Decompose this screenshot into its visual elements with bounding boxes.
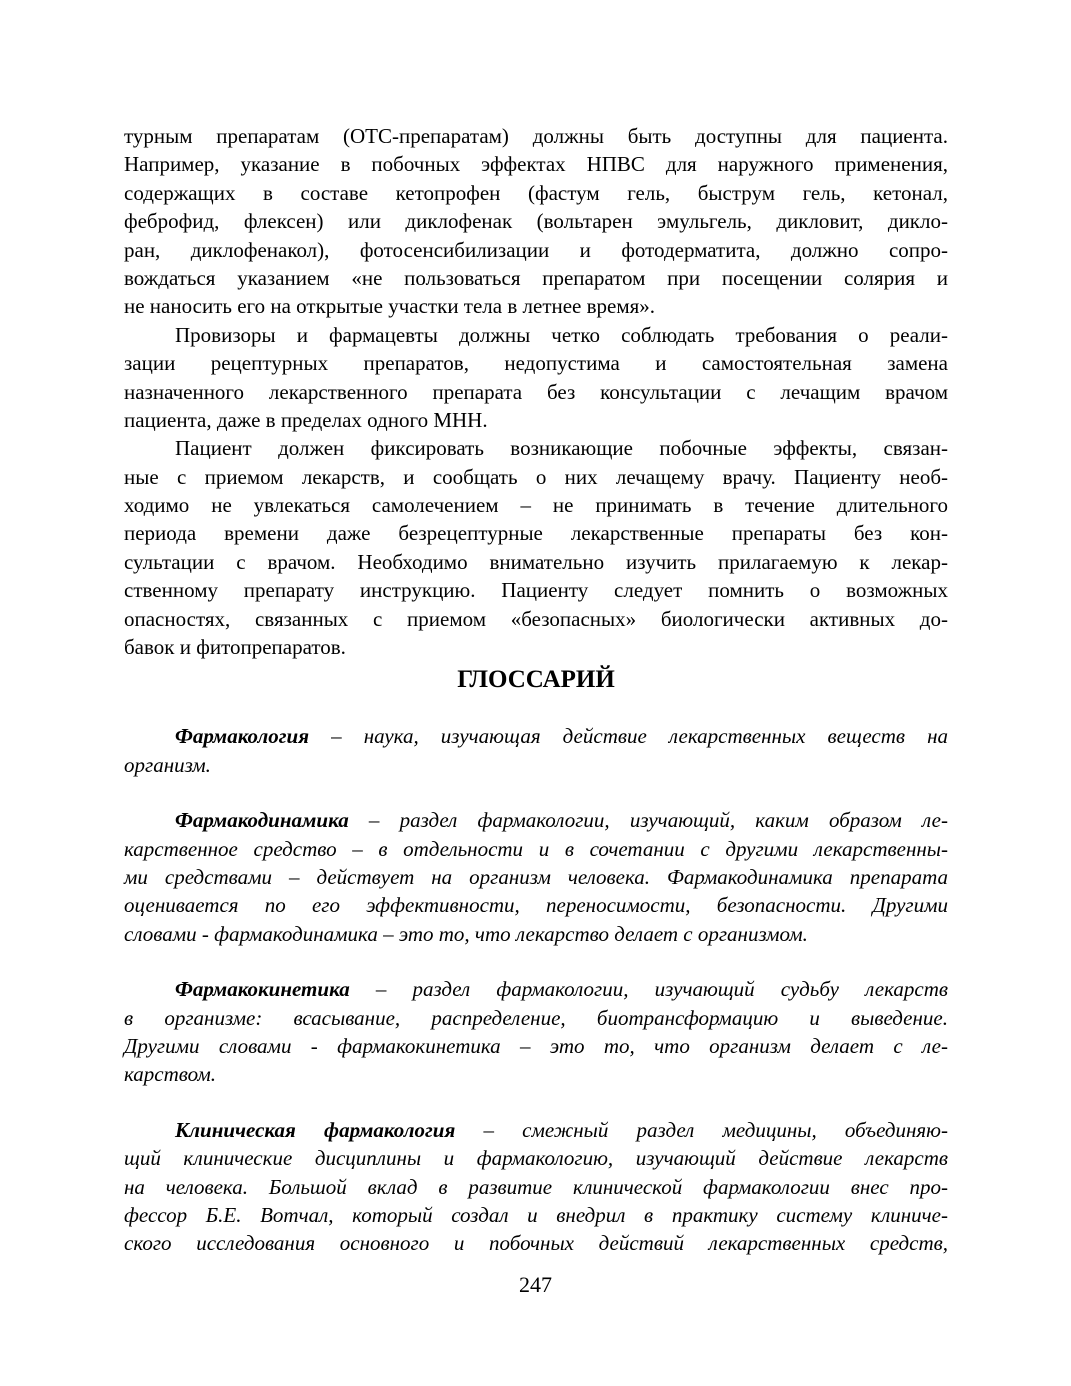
glossary-first-line (124, 806, 948, 834)
glossary-first-line (124, 1116, 948, 1144)
text-line: назначенного лекарственного препарата без консультации с лечащим врачом (124, 379, 948, 404)
glossary-first-line (124, 722, 948, 750)
glossary-entry (124, 722, 948, 779)
text-line: фессор Б.Е. Вотчал, который создал и внедрил в практику систему клиниче- (124, 1202, 948, 1227)
text-line: сультации с врачом. Необходимо внимательно изучить прилагаемую к лекар- (124, 549, 948, 574)
glossary-definition: – раздел фармакологии, изучающий судьбу лекарств (349, 977, 948, 1002)
text-line: ран, диклофенакол), фотосенсибилизации и фотодерматита, должно сопро- (124, 237, 948, 262)
text-line: на человека. Большой вклад в развитие клинической фармакологии внес про- (124, 1174, 948, 1199)
glossary-definition: – наука, изучающая действие лекарственных веществ на (309, 724, 948, 749)
text-line: феброфид, флексен) или диклофенак (вольтарен эмульгель, дикловит, дикло- (124, 209, 948, 234)
text-line: Провизоры и фармацевты должны четко соблюдать требования о реали- (175, 322, 948, 347)
glossary-entry (124, 975, 948, 1089)
text-line: бавок и фитопрепаратов. (124, 635, 346, 660)
text-line: ми средствами – действует на организм человека. Фармакодинамика препарата (124, 864, 948, 889)
glossary-term: Фармакодинамика (175, 808, 349, 833)
text-line: в организме: всасывание, распределение, биотрансформацию и выведение. (124, 1005, 948, 1030)
glossary-entry (124, 806, 948, 948)
page-number: 247 (519, 1272, 552, 1297)
text-line: вождаться указанием «не пользоваться препаратом при посещении солярия и (124, 265, 948, 290)
text-line: карством. (124, 1062, 216, 1087)
glossary-term: Фармакокинетика (175, 977, 350, 1002)
paragraph (124, 122, 948, 321)
text-line: карственное средство – в отдельности и в сочетании с другими лекарственны- (124, 836, 948, 861)
text-line: щий клинические дисциплины и фармакологию, изучающий действие лекарств (124, 1146, 948, 1171)
glossary-definition: – смежный раздел медицины, объединяю- (455, 1117, 948, 1142)
paragraph (124, 321, 948, 435)
text-line: Например, указание в побочных эффектах НПВС для наружного применения, (124, 152, 948, 177)
text-line: ходимо не увлекаться самолечением – не принимать в течение длительного (124, 493, 948, 518)
text-line: Другими словами - фармакокинетика – это то, что организм делает с ле- (124, 1033, 948, 1058)
page-body (124, 122, 948, 1258)
text-line: содержащих в составе кетопрофен (фастум гель, быструм гель, кетонал, (124, 180, 948, 205)
text-line: оценивается по его эффективности, переносимости, безопасности. Другими (124, 893, 948, 918)
section-heading: ГЛОССАРИЙ (457, 666, 615, 694)
text-line: турным препаратам (ОТС-препаратам) должны быть доступны для пациента. (124, 124, 948, 148)
text-line: пациента, даже в пределах одного МНН. (124, 407, 488, 432)
text-line: ные с приемом лекарств, и сообщать о них лечащему врачу. Пациенту необ- (124, 464, 948, 489)
text-line: не наносить его на открытые участки тела в летнее время». (124, 294, 656, 319)
glossary-first-line (124, 975, 948, 1003)
text-line: периода времени даже безрецептурные лекарственные препараты без кон- (124, 521, 948, 546)
text-line: зации рецептурных препаратов, недопустима и самостоятельная замена (124, 351, 948, 376)
glossary-entry (124, 1116, 948, 1258)
text-line: организм. (124, 752, 211, 777)
text-line: Пациент должен фиксировать возникающие побочные эффекты, связан- (175, 436, 948, 461)
text-line: словами - фармакодинамика – это то, что лекарство делает с организмом. (124, 921, 808, 946)
glossary-term: Клиническая фармакология (175, 1117, 456, 1142)
text-line: ского исследования основного и побочных действий лекарственных средств, (124, 1231, 948, 1256)
glossary-definition: – раздел фармакологии, изучающий, каким образом ле- (348, 808, 948, 833)
glossary-term: Фармакология (175, 724, 310, 749)
text-line: опасностях, связанных с приемом «безопасных» биологически активных до- (124, 606, 948, 631)
text-line: ственному препарату инструкцию. Пациенту следует помнить о возможных (124, 578, 948, 603)
paragraph (124, 434, 948, 661)
